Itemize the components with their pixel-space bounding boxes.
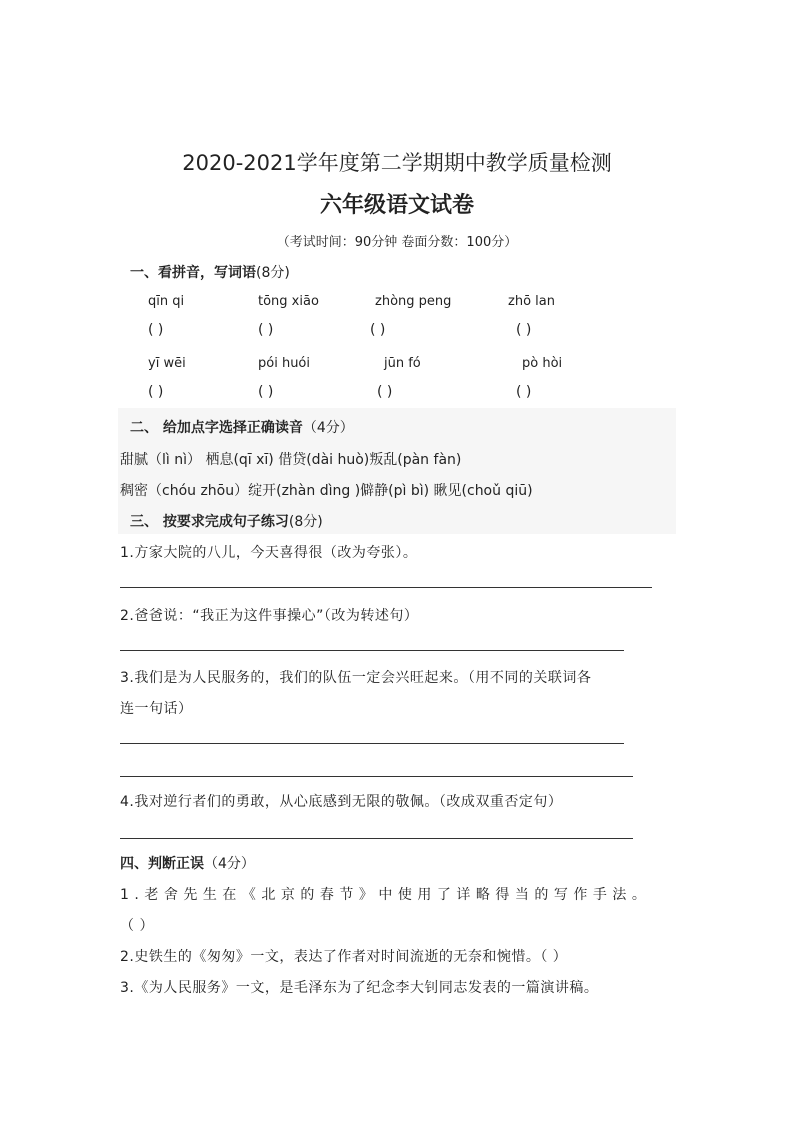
answer-blank-8[interactable]: ( ) [516, 384, 532, 400]
reading-choice-line-1: 甜腻（lì nì） 栖息(qī xī) 借贷(dài huò)叛乱(pàn fàn) [120, 452, 462, 468]
answer-line-1[interactable] [120, 587, 652, 588]
section1-title: 一、看拼音，写词语 [130, 265, 256, 281]
section3-title: 三、 按要求完成句子练习 [130, 514, 289, 530]
answer-line-2[interactable] [120, 650, 624, 651]
section2-heading [130, 417, 354, 437]
exam-title: 2020-2021学年度第二学期期中教学质量检测 [182, 151, 612, 175]
sentence-question-1: 1.方家大院的八儿，今天喜得很（改为夸张）。 [120, 545, 418, 561]
section1-heading [130, 262, 290, 282]
exam-info: （考试时间：90分钟 卷面分数：100分） [276, 235, 518, 250]
pinyin-3: zhòng peng [375, 294, 452, 309]
answer-blank-3[interactable]: ( ) [370, 322, 386, 338]
answer-blank-7[interactable]: ( ) [377, 384, 393, 400]
section4-points: （4分） [204, 856, 255, 872]
answer-blank-4[interactable]: ( ) [516, 322, 532, 338]
section3-points: (8分) [288, 514, 323, 530]
pinyin-1: qīn qi [148, 294, 185, 309]
judge-question-2: 2.史铁生的《匆匆》一文，表达了作者对时间流逝的无奈和惋惜。（ ） [120, 949, 568, 965]
section3-heading [130, 511, 323, 531]
judge-question-1b[interactable]: （ ） [120, 918, 154, 934]
answer-line-4[interactable] [120, 838, 633, 839]
section1-points: (8分) [256, 265, 290, 281]
answer-blank-1[interactable]: ( ) [148, 322, 164, 338]
section2-title: 二、 给加点字选择正确读音 [130, 420, 303, 436]
pinyin-4: zhō lan [508, 294, 555, 309]
exam-subtitle: 六年级语文试卷 [319, 193, 474, 218]
section2-points: （4分） [302, 420, 354, 436]
answer-line-3b[interactable] [120, 776, 633, 777]
section4-heading [120, 853, 255, 873]
pinyin-5: yī wēi [148, 356, 186, 371]
judge-question-1a: 1.老舍先生在《北京的春节》中使用了详略得当的写作手法。 [120, 887, 652, 903]
pinyin-6: pói huói [258, 356, 310, 371]
answer-blank-6[interactable]: ( ) [258, 384, 274, 400]
sentence-question-4: 4.我对逆行者们的勇敢，从心底感到无限的敬佩。（改成双重否定句） [120, 794, 563, 810]
section4-title: 四、判断正误 [120, 856, 204, 872]
sentence-question-3b: 连一句话） [120, 701, 193, 717]
pinyin-7: jūn fó [384, 356, 421, 371]
pinyin-8: pò hòi [522, 356, 563, 371]
judge-question-3: 3.《为人民服务》一文，是毛泽东为了纪念李大钊同志发表的一篇演讲稿。 [120, 980, 599, 996]
sentence-question-2: 2.爸爸说：“我正为这件事操心”（改为转述句） [120, 608, 419, 624]
answer-line-3a[interactable] [120, 743, 624, 744]
pinyin-2: tōng xiāo [258, 294, 319, 309]
reading-choice-line-2: 稠密（chóu zhōu）绽开(zhàn dìng )僻静(pì bì) 瞅见(choǔ qiū) [120, 483, 533, 499]
sentence-question-3a: 3.我们是为人民服务的，我们的队伍一定会兴旺起来。（用不同的关联词各 [120, 670, 592, 686]
answer-blank-2[interactable]: ( ) [258, 322, 274, 338]
answer-blank-5[interactable]: ( ) [148, 384, 164, 400]
